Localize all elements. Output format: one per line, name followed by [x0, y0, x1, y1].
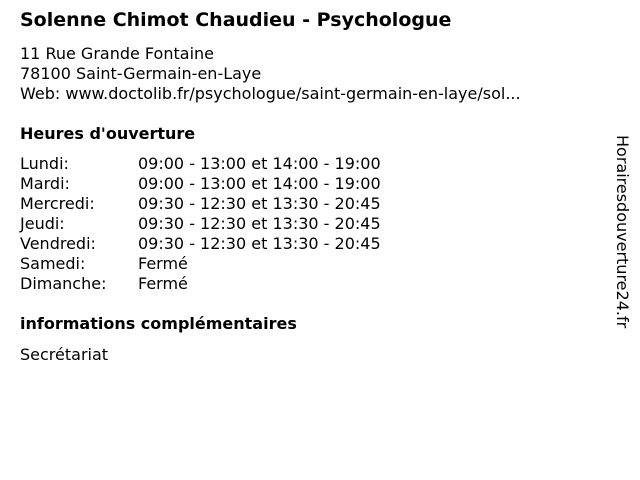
day-label: Jeudi: [20, 214, 65, 233]
day-label: Mardi: [20, 174, 70, 193]
day-label: Vendredi: [20, 234, 96, 253]
city-address: 78100 Saint-Germain-en-Laye [20, 64, 262, 83]
day-label: Mercredi: [20, 194, 95, 213]
website-link[interactable]: Web: www.doctolib.fr/psychologue/saint-germain-en-laye/sol... [20, 84, 521, 103]
site-watermark: Horairesdouverture24.fr [613, 135, 632, 329]
opening-hours-heading: Heures d'ouverture [20, 124, 196, 143]
street-address: 11 Rue Grande Fontaine [20, 44, 214, 63]
page-title: Solenne Chimot Chaudieu - Psychologue [20, 9, 452, 31]
time-value: 09:30 - 12:30 et 13:30 - 20:45 [138, 194, 381, 213]
day-label: Samedi: [20, 254, 86, 273]
time-value: Fermé [138, 274, 188, 293]
additional-info-heading: informations complémentaires [20, 314, 297, 333]
time-value: 09:30 - 12:30 et 13:30 - 20:45 [138, 214, 381, 233]
time-value: Fermé [138, 254, 188, 273]
time-value: 09:00 - 13:00 et 14:00 - 19:00 [138, 154, 381, 173]
time-value: 09:00 - 13:00 et 14:00 - 19:00 [138, 174, 381, 193]
day-label: Dimanche: [20, 274, 107, 293]
day-label: Lundi: [20, 154, 69, 173]
additional-info-text: Secrétariat [20, 345, 109, 364]
time-value: 09:30 - 12:30 et 13:30 - 20:45 [138, 234, 381, 253]
address-block [20, 44, 521, 104]
